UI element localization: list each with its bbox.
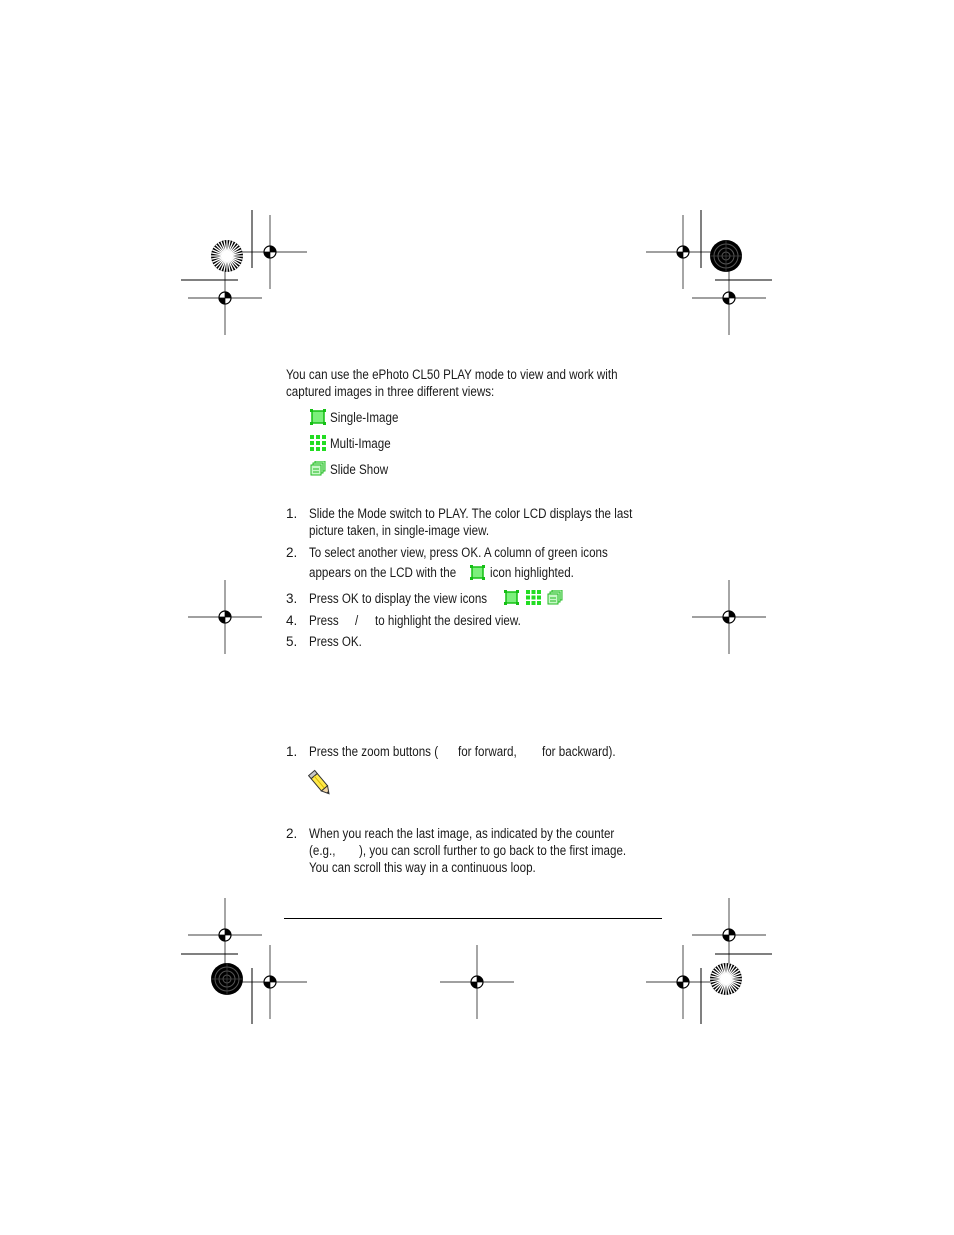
step-5-line-1: Press OK. xyxy=(309,634,362,649)
single-image-icon xyxy=(504,590,519,605)
step-3-line-1: Press OK to display the view icons xyxy=(309,591,488,606)
single-image-icon xyxy=(310,409,326,425)
footer-rule xyxy=(284,918,662,919)
step-number: 5. xyxy=(286,634,298,649)
step-1-line-2: picture taken, in single-image view. xyxy=(309,523,490,538)
step-4-part-1: Press xyxy=(309,613,339,628)
scroll-step-2-line-1: When you reach the last image, as indicated by the counter xyxy=(309,826,615,841)
step-4-part-3: to highlight the desired view. xyxy=(375,613,521,628)
view-label-multi: Multi-Image xyxy=(330,436,391,451)
step-2-line-2a: appears on the LCD with the xyxy=(309,565,457,580)
view-label-slideshow: Slide Show xyxy=(330,462,389,477)
scroll-step-2-line-2a: (e.g., xyxy=(309,843,336,858)
single-image-icon xyxy=(470,565,485,580)
step-number: 3. xyxy=(286,591,298,606)
multi-image-icon xyxy=(310,435,326,451)
step-4-part-2: / xyxy=(355,613,359,628)
step-number: 2. xyxy=(286,545,298,560)
view-label-single: Single-Image xyxy=(330,410,399,425)
pencil-note-icon xyxy=(308,768,332,798)
slide-show-icon xyxy=(547,590,563,606)
step-2-line-1: To select another view, press OK. A column of green icons xyxy=(309,545,608,560)
step-2-line-2b: icon highlighted. xyxy=(490,565,574,580)
intro-line-2: captured images in three different views: xyxy=(286,384,495,399)
scroll-step-1-part-3: for backward). xyxy=(542,744,616,759)
scroll-step-1-part-1: Press the zoom buttons ( xyxy=(309,744,439,759)
slide-show-icon xyxy=(310,461,326,477)
scroll-step-2-line-2b: ), you can scroll further to go back to the first image. xyxy=(359,843,627,858)
intro-line-1: You can use the ePhoto CL50 PLAY mode to view and work with xyxy=(286,367,618,382)
scroll-step-2-line-3: You can scroll this way in a continuous loop. xyxy=(309,860,536,875)
step-number: 2. xyxy=(286,826,298,841)
scroll-step-1-part-2: for forward, xyxy=(458,744,517,759)
step-1-line-1: Slide the Mode switch to PLAY. The color LCD displays the last xyxy=(309,506,633,521)
step-number: 1. xyxy=(286,506,298,521)
step-number: 4. xyxy=(286,613,298,628)
multi-image-icon xyxy=(526,590,541,605)
step-number: 1. xyxy=(286,744,298,759)
